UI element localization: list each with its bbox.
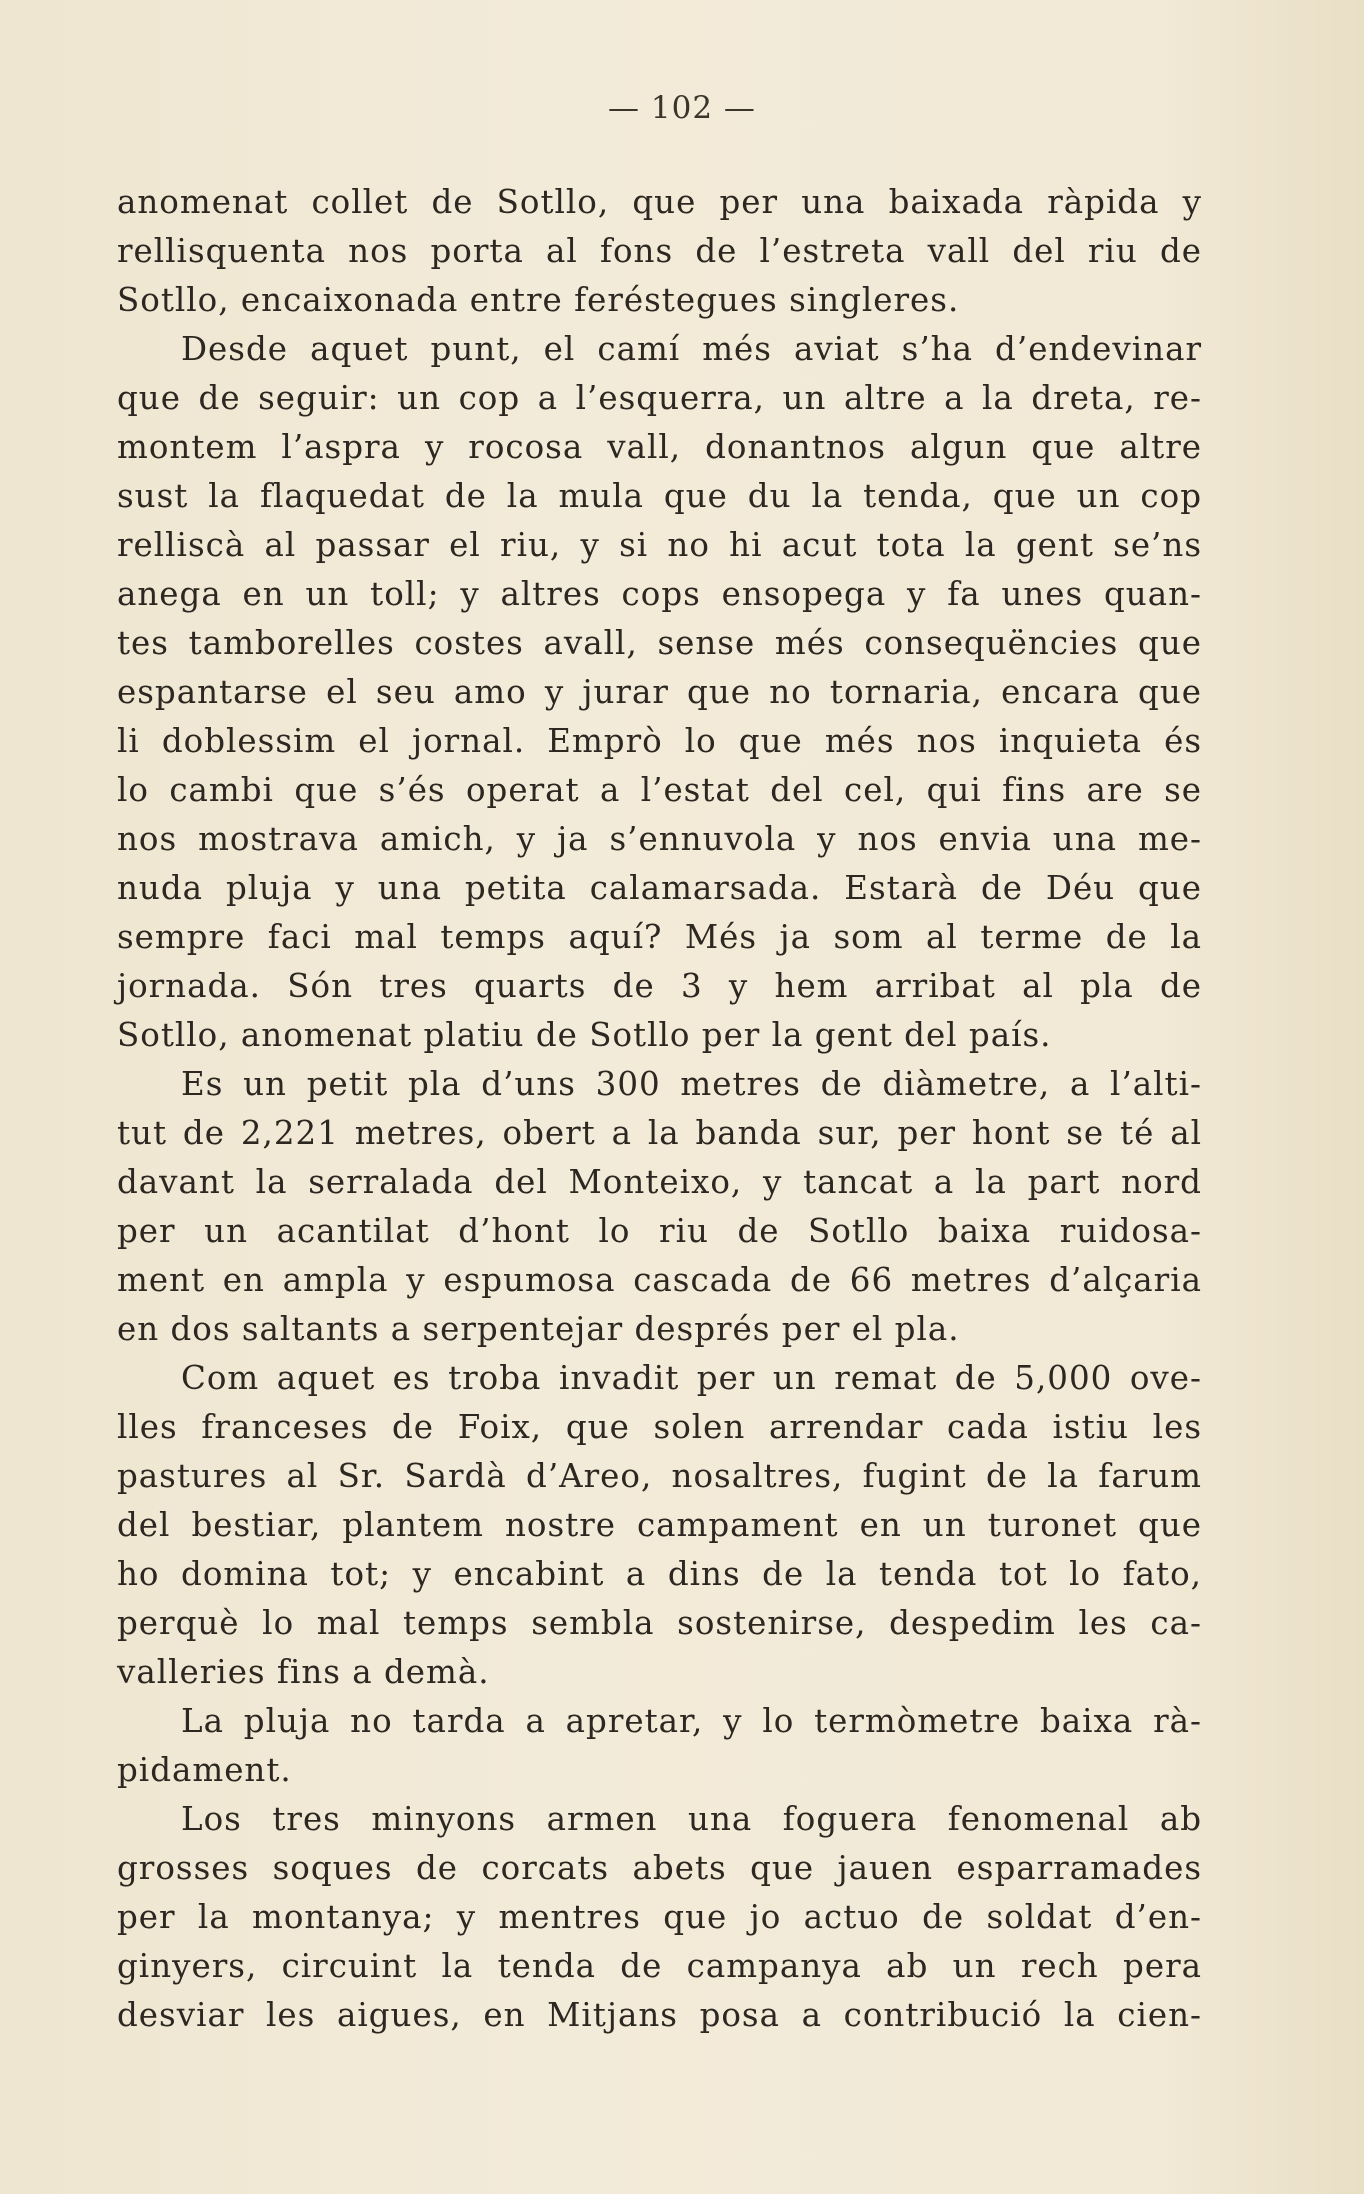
- text-line: davant la serralada del Monteixo, y tancat a la part nord: [117, 1163, 1202, 1201]
- text-line: ho domina tot; y encabint a dins de la tenda tot lo fato,: [117, 1555, 1202, 1593]
- text-line: desviar les aigues, en Mitjans posa a contribució la cien-: [117, 1996, 1202, 2034]
- text-line: Es un petit pla d’uns 300 metres de diàmetre, a l’alti-: [181, 1065, 1202, 1103]
- text-line: pidament.: [117, 1751, 292, 1789]
- text-line: Sotllo, anomenat platiu de Sotllo per la gent del país.: [117, 1016, 1052, 1054]
- text-line: en dos saltants a serpentejar després per el pla.: [117, 1310, 960, 1348]
- text-line: perquè lo mal temps sembla sostenirse, despedim les ca-: [117, 1604, 1202, 1642]
- text-line: rellisquenta nos porta al fons de l’estreta vall del riu de: [117, 232, 1202, 270]
- page-number: — 102 —: [608, 90, 756, 126]
- text-line: Sotllo, encaixonada entre feréstegues singleres.: [117, 281, 960, 319]
- text-line: per la montanya; y mentres que jo actuo de soldat d’en-: [117, 1898, 1202, 1936]
- text-line: sust la flaquedat de la mula que du la tenda, que un cop: [117, 477, 1202, 515]
- text-line: grosses soques de corcats abets que jauen esparramades: [117, 1849, 1202, 1887]
- text-line: ginyers, circuint la tenda de campanya ab un rech pera: [117, 1947, 1202, 1985]
- text-line: montem l’aspra y rocosa vall, donantnos algun que altre: [117, 428, 1202, 466]
- text-line: lo cambi que s’és operat a l’estat del cel, qui fins are se: [117, 771, 1202, 809]
- text-line: jornada. Són tres quarts de 3 y hem arribat al pla de: [117, 967, 1202, 1005]
- text-line: tes tamborelles costes avall, sense més consequëncies que: [117, 624, 1202, 662]
- text-line: nos mostrava amich, y ja s’ennuvola y nos envia una me-: [117, 820, 1202, 858]
- text-line: La pluja no tarda a apretar, y lo termòmetre baixa rà-: [181, 1702, 1202, 1740]
- text-line: valleries fins a demà.: [117, 1653, 490, 1691]
- text-line: per un acantilat d’hont lo riu de Sotllo baixa ruidosa-: [117, 1212, 1202, 1250]
- text-line: del bestiar, plantem nostre campament en un turonet que: [117, 1506, 1202, 1544]
- text-line: li doblessim el jornal. Emprò lo que més nos inquieta és: [117, 722, 1202, 760]
- body-text: [117, 178, 1202, 2040]
- text-line: espantarse el seu amo y jurar que no tornaria, encara que: [117, 673, 1202, 711]
- text-line: Desde aquet punt, el camí més aviat s’ha d’endevinar: [181, 330, 1202, 368]
- text-line: anega en un toll; y altres cops ensopega y fa unes quan-: [117, 575, 1202, 613]
- text-line: Los tres minyons armen una foguera fenomenal ab: [181, 1800, 1202, 1838]
- text-line: relliscà al passar el riu, y si no hi acut tota la gent se’ns: [117, 526, 1202, 564]
- text-line: tut de 2,221 metres, obert a la banda sur, per hont se té al: [117, 1114, 1202, 1152]
- text-line: nuda pluja y una petita calamarsada. Estarà de Déu que: [117, 869, 1202, 907]
- text-line: que de seguir: un cop a l’esquerra, un altre a la dreta, re-: [117, 379, 1202, 417]
- text-line: lles franceses de Foix, que solen arrendar cada istiu les: [117, 1408, 1202, 1446]
- text-line: ment en ampla y espumosa cascada de 66 metres d’alçaria: [117, 1261, 1202, 1299]
- text-line: Com aquet es troba invadit per un remat de 5,000 ove-: [181, 1359, 1202, 1397]
- text-line: anomenat collet de Sotllo, que per una baixada ràpida y: [117, 183, 1202, 221]
- text-line: pastures al Sr. Sardà d’Areo, nosaltres, fugint de la farum: [117, 1457, 1202, 1495]
- text-line: sempre faci mal temps aquí? Més ja som al terme de la: [117, 918, 1202, 956]
